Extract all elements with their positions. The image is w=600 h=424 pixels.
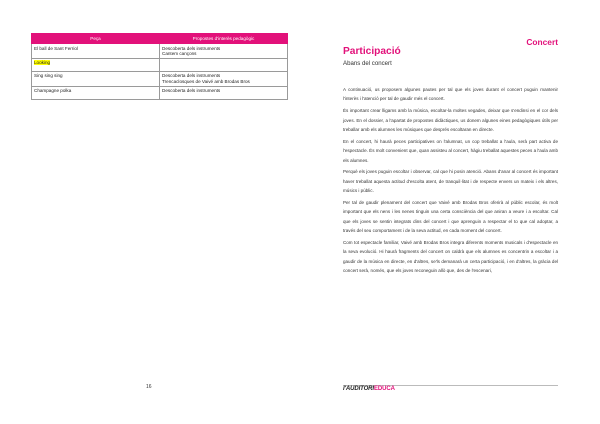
right-page — [300, 0, 600, 424]
page-title: Participació — [343, 46, 401, 57]
proposal-cell — [160, 58, 288, 71]
piece-name: Looking — [34, 60, 51, 66]
proposal-cell: Descoberta dels instruments — [160, 86, 288, 99]
table-row — [32, 58, 288, 71]
table-body — [32, 44, 288, 100]
page-subtitle: Abans del concert — [343, 60, 392, 67]
paragraph: Per tal de gaudir plenament del concert que Vaivé amb Brodas Bros oferirà al públic escolar, és molt important que els nens i les nenes tinguin una certa consciència del que aniran a veure i a escoltar. Cal que els joves se sentin integrats dins del concert i que aprenguin a respectar el to que cal adoptar, a través del seu comportament i de la seva actitud, en cada moment del concert. — [343, 200, 558, 234]
repertoire-table — [31, 33, 288, 100]
paragraph: A continuació, us proposem algunes pautes per tal que els joves durant el concert puguin mantenir l'interès i l'atenció per tal de gaudir més el concert. — [343, 87, 558, 102]
piece-cell — [32, 58, 160, 71]
paragraph: En el concert, hi haurà peces participatives on l'alumnat, un cop treballat a l'aula, serà part activa de l'espectacle. És molt convenient que, quan assisteu al concert, hàgiu treballat aquestes peces a l'aula amb els alumnes. — [343, 138, 558, 163]
proposal-cell: Descoberta dels instruments Cantem cançons — [160, 44, 288, 59]
page-number: 16 — [146, 384, 152, 390]
piece-name: Champagne polka — [34, 88, 72, 94]
auditori-educa-logo — [343, 386, 395, 392]
table-row — [32, 71, 288, 86]
table-row — [32, 44, 288, 59]
paragraph: Perquè els joves puguin escoltar i observar, cal que hi posin atenció. Abans d'anar al concert és important haver treballat aquesta actitud d'escolta atent, de tranquil·litat i de respecte envers un mateix i els altres, músics i públic. — [343, 169, 558, 194]
header-piece: Peça — [32, 34, 160, 44]
table-header-row — [32, 34, 288, 44]
logo-part-auditori: l'AUDITORI — [343, 386, 374, 392]
header-proposals: Propostes d'interès pedagògic — [160, 34, 288, 44]
piece-name: Sing sing sing — [34, 73, 63, 79]
logo-part-educa: EDUCA — [373, 386, 395, 392]
table-row — [32, 86, 288, 99]
paragraph: És important crear lligams amb la música, escoltar-la moltes vegades, deixar que s'endinsi en el cor dels joves. En el dossier, a l'apartat de propostes didàctiques, us donem algunes eines pedagògiques útils per treballar amb els alumnes les músiques que després escoltaran en directe. — [343, 108, 558, 133]
proposal-cell: Descoberta dels instruments Trencaclosques de Vaivé amb Brodas Bros — [160, 71, 288, 86]
piece-name: El ball de Sant Ferriol — [34, 45, 78, 51]
body-text — [343, 85, 558, 278]
piece-cell — [32, 86, 160, 99]
paragraph: Com tot espectacle familiar, Vaivé amb Brodas Bros integra diferents moments musicals i d'espectacle en la seva evolució. Hi haurà fragments del concert on caldrà que els alumnes es concentrin a escoltar i a gaudir de la música en directe, en d'altres, se'ls demanarà un certa participació, i en d'altres, la gràcia del concert serà, només, que els joves reconeguin allò que, des de l'escenari, — [343, 240, 558, 274]
section-heading: Concert — [526, 37, 558, 47]
piece-cell — [32, 44, 160, 59]
piece-cell — [32, 71, 160, 86]
